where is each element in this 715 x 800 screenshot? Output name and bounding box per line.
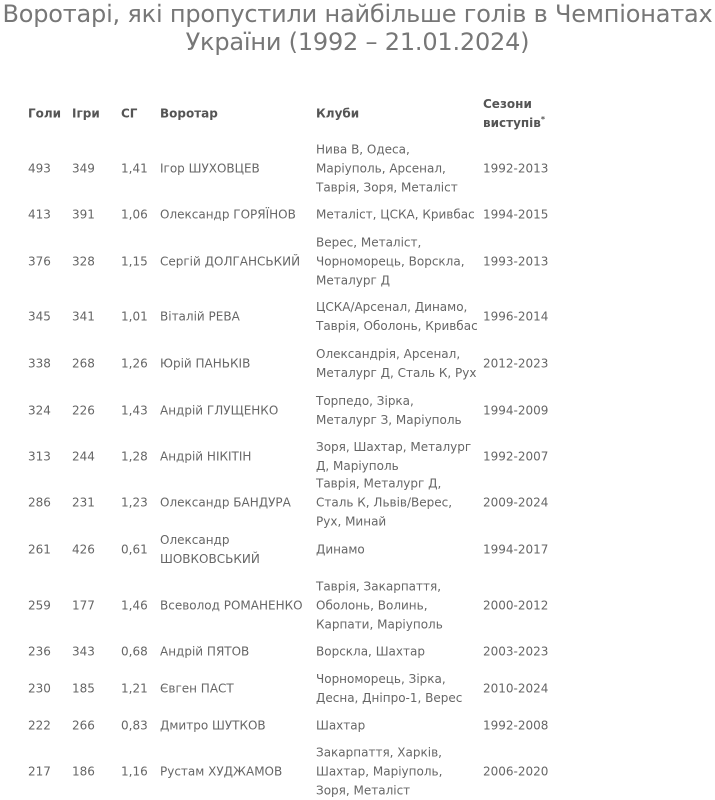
cell-years: 2012-2023 <box>483 356 549 371</box>
cell-years: 1993-2013 <box>483 254 549 268</box>
header-seasons-mark: * <box>540 115 546 124</box>
cell-keeper: Андрій ГЛУЩЕНКО <box>160 403 279 418</box>
cell-clubs: Ворскла, Шахтар <box>316 644 425 659</box>
cell-games: 343 <box>72 644 95 659</box>
cell-goals: 261 <box>28 542 51 557</box>
table-row <box>0 345 715 383</box>
cell-games: 177 <box>72 598 95 612</box>
cell-avg: 0,83 <box>121 718 148 733</box>
cell-keeper: Олександр ГОРЯЇНОВ <box>160 207 296 222</box>
cell-clubs: Зоря, Шахтар, Металург Д, Маріуполь <box>316 440 472 473</box>
header-seasons-label: Сезони виступів <box>483 97 541 130</box>
cell-goals: 286 <box>28 495 51 510</box>
cell-goals: 236 <box>28 644 51 659</box>
cell-avg: 1,46 <box>121 598 148 612</box>
table-row <box>0 233 715 290</box>
cell-goals: 324 <box>28 403 51 418</box>
cell-keeper: Віталій РЕВА <box>160 309 240 324</box>
cell-years: 1992-2007 <box>483 449 549 464</box>
table-row <box>0 205 715 225</box>
cell-games: 341 <box>72 309 95 324</box>
cell-games: 244 <box>72 449 95 464</box>
cell-keeper: Всеволод РОМАНЕНКО <box>160 598 303 612</box>
cell-clubs: Закарпаття, Харків, Шахтар, Маріуполь, Зоря, Металіст <box>316 745 443 797</box>
page-title: Воротарі, які пропустили найбільше голів в Чемпіонатах України (1992 – 21.01.2024) <box>2 0 713 56</box>
cell-clubs: Чорноморець, Зірка, Десна, Дніпро-1, Верес <box>316 672 463 705</box>
cell-keeper: Олександр БАНДУРА <box>160 495 291 510</box>
cell-goals: 376 <box>28 254 51 268</box>
cell-keeper: Ігор ШУХОВЦЕВ <box>160 161 260 175</box>
cell-avg: 1,28 <box>121 449 148 464</box>
cell-keeper: Сергій ДОЛГАНСЬКИЙ <box>160 254 301 268</box>
cell-games: 328 <box>72 254 95 268</box>
cell-games: 426 <box>72 542 95 557</box>
cell-avg: 1,01 <box>121 309 148 324</box>
table-row <box>0 140 715 197</box>
cell-clubs: Нива В, Одеса, Маріуполь, Арсенал, Таврія, Зоря, Металіст <box>316 142 458 194</box>
cell-games: 185 <box>72 681 95 696</box>
cell-years: 2003-2023 <box>483 644 549 659</box>
cell-keeper: Андрій ПЯТОВ <box>160 644 250 659</box>
cell-years: 1992-2013 <box>483 161 549 175</box>
cell-goals: 493 <box>28 161 51 175</box>
cell-avg: 1,41 <box>121 161 148 175</box>
cell-clubs: Таврія, Металург Д, Сталь К, Львів/Верес, Рух, Минай <box>316 476 453 529</box>
table-header-row <box>0 92 715 136</box>
cell-clubs: Верес, Металіст, Чорноморець, Ворскла, Металург Д <box>316 235 465 287</box>
cell-avg: 1,26 <box>121 356 148 371</box>
cell-avg: 1,15 <box>121 254 148 268</box>
cell-goals: 345 <box>28 309 51 324</box>
table-row <box>0 743 715 800</box>
table-row <box>0 670 715 708</box>
table-row <box>0 476 715 529</box>
cell-goals: 338 <box>28 356 51 371</box>
cell-clubs: Таврія, Закарпаття, Оболонь, Волинь, Карпати, Маріуполь <box>316 579 443 631</box>
cell-clubs: Металіст, ЦСКА, Кривбас <box>316 207 475 222</box>
cell-games: 226 <box>72 403 95 418</box>
cell-goals: 217 <box>28 764 51 778</box>
cell-avg: 1,21 <box>121 681 148 696</box>
cell-clubs: Динамо <box>316 542 365 557</box>
header-games: Ігри <box>72 106 100 121</box>
cell-keeper: Дмитро ШУТКОВ <box>160 718 266 733</box>
cell-years: 2006-2020 <box>483 764 549 778</box>
cell-avg: 1,43 <box>121 403 148 418</box>
cell-clubs: ЦСКА/Арсенал, Динамо, Таврія, Оболонь, Кривбас <box>316 300 478 333</box>
header-clubs: Клуби <box>316 106 360 121</box>
cell-goals: 230 <box>28 681 51 696</box>
cell-years: 1996-2014 <box>483 309 549 324</box>
table-row <box>0 438 715 476</box>
cell-keeper: Андрій НІКІТІН <box>160 449 252 464</box>
cell-avg: 1,23 <box>121 495 148 510</box>
cell-keeper: Рустам ХУДЖАМОВ <box>160 764 283 778</box>
cell-games: 186 <box>72 764 95 778</box>
cell-goals: 313 <box>28 449 51 464</box>
cell-avg: 0,61 <box>121 542 148 557</box>
cell-years: 1994-2015 <box>483 207 549 222</box>
table-row <box>0 531 715 569</box>
cell-keeper: Юрій ПАНЬКІВ <box>160 356 251 371</box>
cell-years: 2010-2024 <box>483 681 549 696</box>
cell-games: 266 <box>72 718 95 733</box>
cell-goals: 259 <box>28 598 51 612</box>
cell-clubs: Олександрія, Арсенал, Металург Д, Сталь К, Рух <box>316 347 477 380</box>
cell-years: 2000-2012 <box>483 598 549 612</box>
cell-years: 1994-2009 <box>483 403 549 418</box>
cell-games: 231 <box>72 495 95 510</box>
table-row <box>0 392 715 430</box>
cell-clubs: Торпедо, Зірка, Металург З, Маріуполь <box>316 394 462 427</box>
cell-keeper: Євген ПАСТ <box>160 681 234 696</box>
header-goals: Голи <box>28 106 62 121</box>
cell-avg: 1,06 <box>121 207 148 222</box>
table-row <box>0 716 715 736</box>
cell-years: 1994-2017 <box>483 542 549 557</box>
cell-games: 349 <box>72 161 95 175</box>
header-seasons <box>483 95 546 133</box>
cell-years: 2009-2024 <box>483 495 549 510</box>
cell-clubs: Шахтар <box>316 718 366 733</box>
cell-goals: 222 <box>28 718 51 733</box>
cell-goals: 413 <box>28 207 51 222</box>
header-avg: СГ <box>121 106 138 121</box>
cell-avg: 1,16 <box>121 764 148 778</box>
cell-games: 391 <box>72 207 95 222</box>
cell-avg: 0,68 <box>121 644 148 659</box>
header-keeper: Воротар <box>160 106 218 121</box>
table-row <box>0 577 715 634</box>
cell-games: 268 <box>72 356 95 371</box>
table-row <box>0 642 715 662</box>
cell-years: 1992-2008 <box>483 718 549 733</box>
table-row <box>0 298 715 336</box>
cell-keeper: Олександр ШОВКОВСЬКИЙ <box>160 533 260 566</box>
